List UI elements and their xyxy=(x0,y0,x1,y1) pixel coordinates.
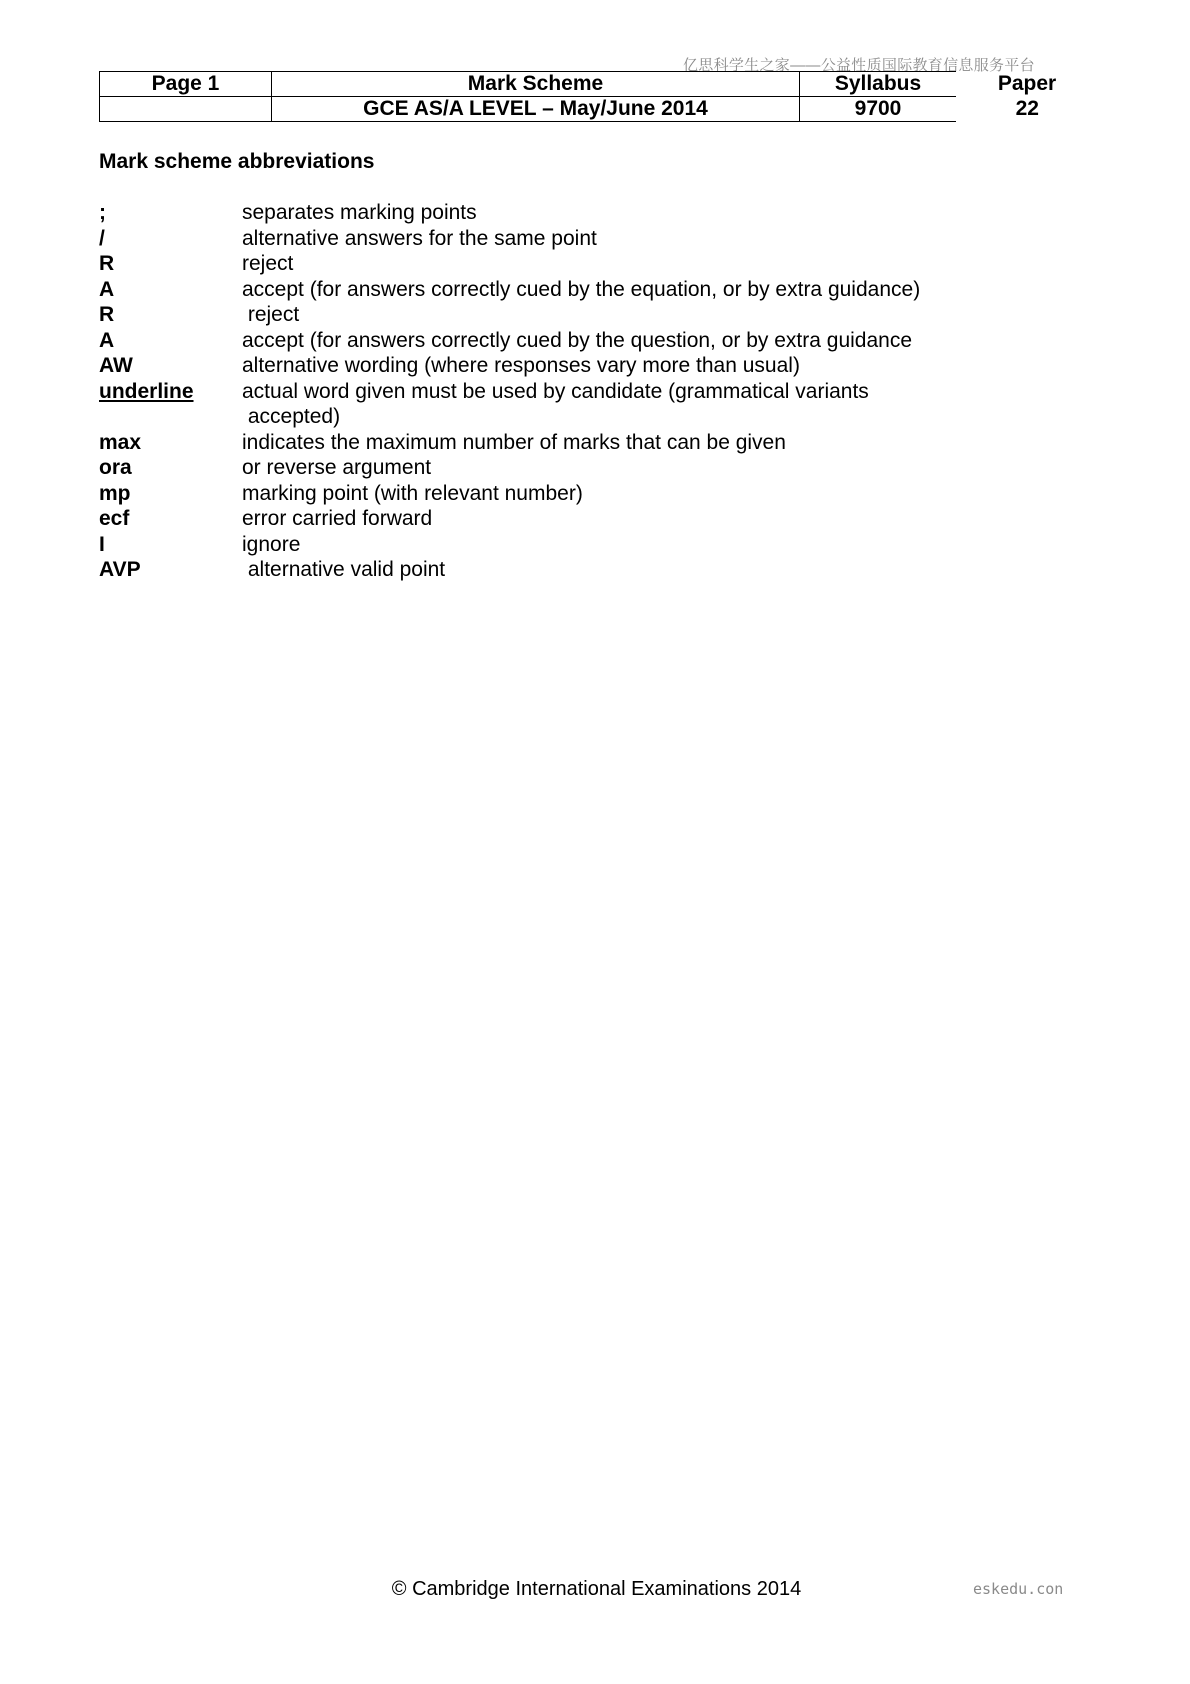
watermark-bottom: eskedu.con xyxy=(973,1580,1064,1598)
header-exam: GCE AS/A LEVEL – May/June 2014 xyxy=(272,97,800,122)
abbreviation-list xyxy=(99,200,999,583)
abbreviation-definition: alternative wording (where responses vary more than usual) xyxy=(242,354,800,377)
abbreviation-term: I xyxy=(99,532,105,556)
abbreviation-definition: reject xyxy=(242,252,294,275)
abbreviation-definition: error carried forward xyxy=(242,507,433,530)
header-page: Page 1 xyxy=(100,72,272,97)
header-syllabus-code: 9700 xyxy=(800,97,957,122)
abbreviation-term: ; xyxy=(99,201,106,224)
abbreviation-term: AVP xyxy=(99,558,141,581)
abbreviation-definition: or reverse argument xyxy=(242,456,432,479)
header-title: Mark Scheme xyxy=(272,72,800,97)
abbreviation-term: R xyxy=(99,303,115,326)
abbreviation-term: underline xyxy=(99,379,194,403)
abbreviation-term: max xyxy=(99,430,142,454)
header-paper: Paper xyxy=(997,72,1057,95)
abbreviation-row xyxy=(99,251,999,277)
abbreviation-row xyxy=(99,277,999,303)
header-row-1 xyxy=(100,72,1099,97)
abbreviation-definition: ignore xyxy=(242,532,301,556)
section-title: Mark scheme abbreviations xyxy=(99,150,375,173)
abbreviation-term: AW xyxy=(99,354,133,377)
header-row-2 xyxy=(100,97,1099,122)
abbreviation-row xyxy=(99,302,999,328)
copyright: © Cambridge International Examinations 2014 xyxy=(391,1578,802,1600)
abbreviation-term: ora xyxy=(99,456,132,479)
abbreviation-definition: separates marking points xyxy=(242,201,477,224)
abbreviation-row xyxy=(99,430,999,456)
header-table xyxy=(99,71,1099,122)
abbreviation-row xyxy=(99,328,999,354)
abbreviation-definition: actual word given must be used by candidate (grammatical variants accepted) xyxy=(242,379,869,428)
abbreviation-definition: alternative valid point xyxy=(242,558,446,581)
abbreviation-term: R xyxy=(99,252,115,275)
watermark-top: 亿思科学生之家——公益性质国际教育信息服务平台 xyxy=(683,57,1035,74)
abbreviation-definition: marking point (with relevant number) xyxy=(242,481,583,505)
abbreviation-definition: accept (for answers correctly cued by the question, or by extra guidance xyxy=(242,328,913,352)
abbreviation-term: / xyxy=(99,226,105,250)
abbreviation-term: A xyxy=(99,277,115,301)
abbreviation-definition: alternative answers for the same point xyxy=(242,226,597,250)
abbreviation-definition: indicates the maximum number of marks that can be given xyxy=(242,430,786,454)
abbreviation-row xyxy=(99,506,999,532)
abbreviation-definition: accept (for answers correctly cued by the equation, or by extra guidance) xyxy=(242,277,921,301)
abbreviation-definition: reject xyxy=(242,303,300,326)
header-paper-number: 22 xyxy=(1015,97,1039,120)
abbreviation-row xyxy=(99,226,999,252)
abbreviation-row xyxy=(99,379,999,430)
abbreviation-term: ecf xyxy=(99,507,130,530)
abbreviation-row xyxy=(99,481,999,507)
abbreviation-row xyxy=(99,557,999,583)
abbreviation-row xyxy=(99,353,999,379)
header-page-value xyxy=(100,97,272,122)
abbreviation-term: mp xyxy=(99,481,131,505)
abbreviation-term: A xyxy=(99,328,115,352)
abbreviation-row xyxy=(99,200,999,226)
abbreviation-row xyxy=(99,532,999,558)
abbreviation-row xyxy=(99,455,999,481)
header-syllabus: Syllabus xyxy=(800,72,957,97)
